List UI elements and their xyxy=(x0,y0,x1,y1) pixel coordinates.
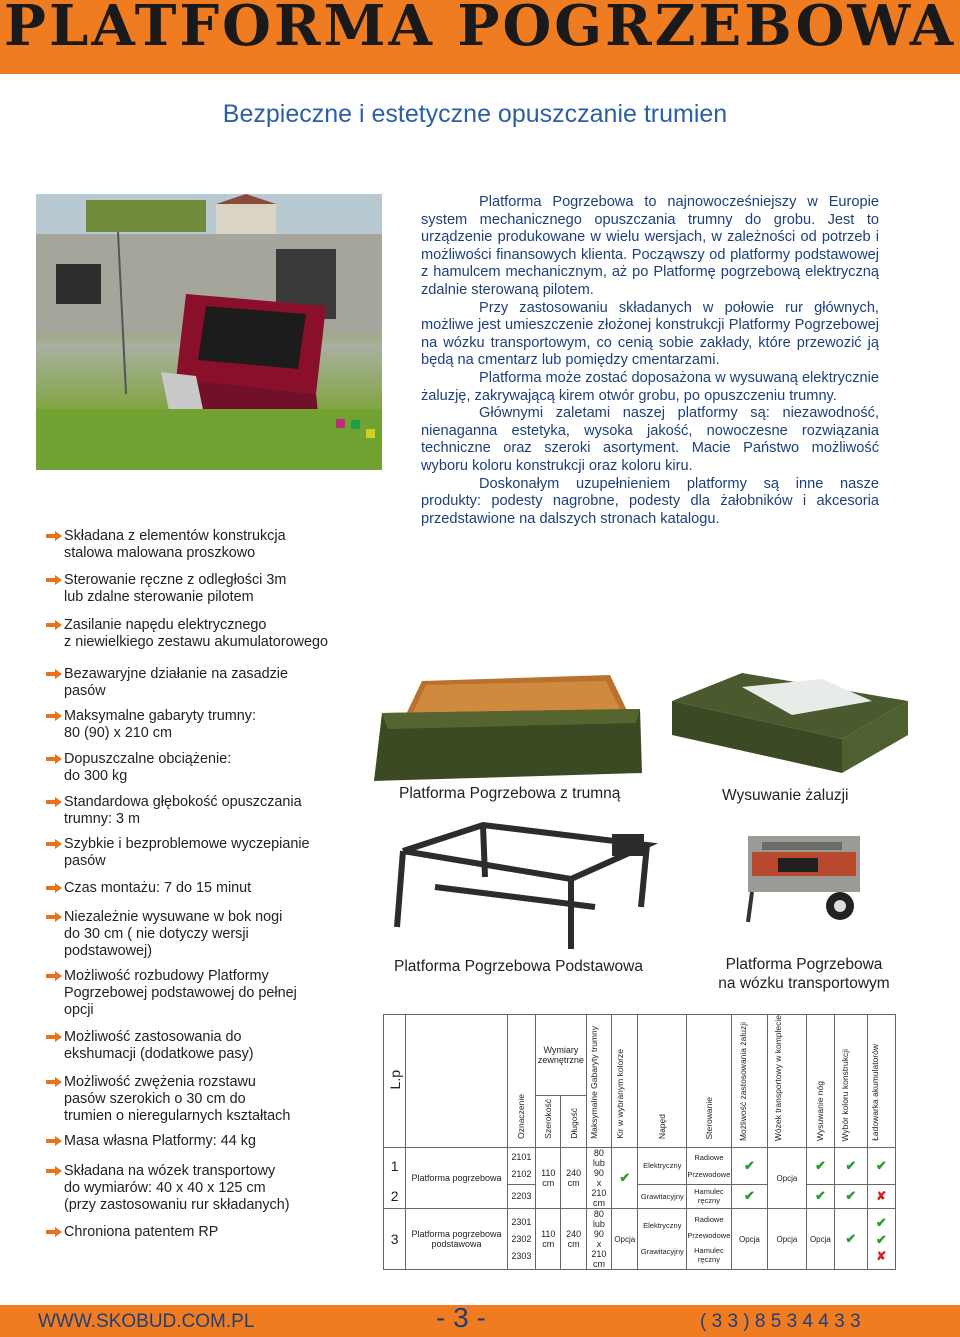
feature-item xyxy=(48,617,358,651)
row3-legs: Opcja xyxy=(806,1209,834,1270)
col-legs xyxy=(806,1015,834,1148)
arrow-right-icon xyxy=(46,1032,62,1042)
header-designation: Oznaczenie xyxy=(516,1094,527,1140)
footer-page-number: - 3 - xyxy=(436,1302,486,1333)
arrow-right-icon xyxy=(46,883,62,893)
row2-control: Hamulec ręczny xyxy=(687,1184,732,1208)
arrow-right-icon xyxy=(46,971,62,981)
header-length: Długość xyxy=(568,1108,579,1140)
feature-text: Czas montażu: 7 do 15 minut xyxy=(64,880,252,896)
row2-blind xyxy=(731,1184,768,1208)
cross-icon: ✘ xyxy=(876,1189,887,1204)
feature-item xyxy=(48,1163,358,1214)
arrow-right-icon xyxy=(46,839,62,849)
arrow-right-icon xyxy=(46,797,62,807)
col-trolley xyxy=(768,1015,807,1148)
row1-legs xyxy=(806,1148,834,1185)
check-icon: ✔ xyxy=(875,1214,887,1230)
feature-item xyxy=(48,666,358,700)
description-paragraph: Platforma może zostać doposażona w wysuwaną elektrycznie żaluzję, zakrywającą kirem otwór grobu, po opuszczeniu trumny. xyxy=(421,369,879,404)
feature-item xyxy=(48,1224,358,1241)
arrow-right-icon xyxy=(46,711,62,721)
footer-website: WWW.SKOBUD.COM.PL xyxy=(38,1311,255,1332)
row1-control xyxy=(687,1148,732,1185)
feature-text: Sterowanie ręczne z odległości 3m lub zdalne sterowanie pilotem xyxy=(64,572,287,605)
col-control xyxy=(687,1015,732,1148)
row2-lp: 2 xyxy=(384,1184,406,1208)
caption-platform-on-trolley: Platforma Pogrzebowa na wózku transportowym xyxy=(718,956,890,992)
header-drive: Napęd xyxy=(657,1114,668,1140)
row3-color xyxy=(835,1209,867,1270)
row3-codes xyxy=(507,1209,535,1270)
row3-control xyxy=(687,1209,732,1270)
feature-text: Składana z elementów konstrukcja stalowa malowana proszkowo xyxy=(64,528,286,561)
check-icon: ✔ xyxy=(875,1231,887,1247)
row1-blind xyxy=(731,1148,768,1185)
feature-text: Możliwość zastosowania do ekshumacji (dodatkowe pasy) xyxy=(64,1029,254,1062)
feature-item xyxy=(48,528,358,562)
row3-length: 240 cm xyxy=(561,1209,586,1270)
footer-phone: ( 3 3 ) 8 5 3 4 4 3 3 xyxy=(700,1311,861,1332)
col-lp xyxy=(384,1015,406,1148)
feature-item xyxy=(48,751,358,785)
feature-item xyxy=(48,909,358,960)
row2-color xyxy=(835,1184,867,1208)
arrow-right-icon xyxy=(46,912,62,922)
row1-color xyxy=(835,1148,867,1185)
header-width: Szerokość xyxy=(543,1099,554,1140)
row1-drive: Elektryczny xyxy=(638,1148,687,1185)
col-color xyxy=(835,1015,867,1148)
check-icon: ✔ xyxy=(743,1157,755,1173)
row1-max-coffin: 80 lub 90 x 210 cm xyxy=(586,1148,611,1209)
feature-text: Możliwość rozbudowy Platformy Pogrzebowej podstawowej do pełnej opcji xyxy=(64,968,297,1018)
header-blind: Możliwość zastosowania żaluzji xyxy=(738,1022,749,1142)
page-subtitle: Bezpieczne i estetyczne opuszczanie trumien xyxy=(222,100,728,128)
col-blind xyxy=(731,1015,768,1148)
row3-max-coffin: 80 lub 90 x 210 cm xyxy=(586,1209,611,1270)
feature-item xyxy=(48,1133,358,1150)
row3-width: 110 cm xyxy=(536,1209,561,1270)
check-icon: ✔ xyxy=(814,1188,826,1204)
feature-text: Zasilanie napędu elektrycznego z niewielkiego zestawu akumulatorowego xyxy=(64,617,328,650)
row1-codes xyxy=(507,1148,535,1185)
header-max-coffin: Maksymalne Gabaryty trumny xyxy=(588,1026,599,1140)
col-pall xyxy=(612,1015,638,1148)
feature-text: Niezależnie wysuwane w bok nogi do 30 cm ( nie dotyczy wersji podstawowej) xyxy=(64,909,283,959)
row3-drive-gravity: Grawitacyjny xyxy=(640,1247,684,1257)
feature-text: Chroniona patentem RP xyxy=(64,1224,219,1240)
row1-trolley: Opcja xyxy=(768,1148,807,1209)
row2-code: 2203 xyxy=(507,1184,535,1208)
caption-platform-with-coffin: Platforma Pogrzebowa z trumną xyxy=(399,785,621,802)
cemetery-platform-photo xyxy=(36,194,382,470)
row1-charger xyxy=(867,1148,895,1185)
feature-item xyxy=(48,836,358,870)
caption-basic-platform: Platforma Pogrzebowa Podstawowa xyxy=(394,958,643,975)
row3-charger xyxy=(867,1209,895,1270)
blind-extension-photo xyxy=(672,673,908,773)
description-paragraph: Przy zastosowaniu składanych w połowie rur głównych, możliwe jest umieszczenie złożonej konstrukcji Platformy Pogrzebowej na wózku transportowym, co cenią sobie zakłady, które przewozić ją będą na cmentarz lub pomiędzy cmentarzami. xyxy=(421,299,879,369)
description-paragraph: Doskonałym uzupełnieniem platformy są inne nasze produkty: podesty nagrobne, podesty dla żałobników i akcesoria przedstawione na dalszych stronach katalogu. xyxy=(421,475,879,527)
feature-text: Szybkie i bezproblemowe wyczepianie pasów xyxy=(64,836,310,869)
feature-text: Składana na wózek transportowy do wymiarów: 40 x 40 x 125 cm (przy zastosowaniu rur składanych) xyxy=(64,1163,290,1213)
specification-table xyxy=(383,1014,896,1270)
feature-item xyxy=(48,794,358,828)
arrow-right-icon xyxy=(46,669,62,679)
header-trolley: Wózek transportowy w komplecie xyxy=(772,1015,783,1142)
row3-blind: Opcja xyxy=(731,1209,768,1270)
row3-lp: 3 xyxy=(384,1209,406,1270)
row3-code: 2301 xyxy=(511,1216,532,1227)
row1-pall xyxy=(612,1148,638,1209)
feature-item xyxy=(48,1029,358,1063)
col-charger xyxy=(867,1015,895,1148)
check-icon: ✔ xyxy=(845,1231,857,1247)
row3-control-radio: Radiowe xyxy=(694,1214,724,1224)
header-lp: L.p xyxy=(386,1070,403,1090)
row2-drive: Grawitacyjny xyxy=(638,1184,687,1208)
row1-control-wired: Przewodowe xyxy=(687,1169,731,1179)
feature-item xyxy=(48,880,358,897)
check-icon: ✔ xyxy=(743,1188,755,1204)
check-icon: ✔ xyxy=(875,1157,887,1173)
caption-blind-extension: Wysuwanie żaluzji xyxy=(722,787,849,804)
row3-control-wired: Przewodowe xyxy=(687,1230,731,1240)
arrow-right-icon xyxy=(46,1136,62,1146)
arrow-right-icon xyxy=(46,1227,62,1237)
basic-platform-frame-photo xyxy=(375,815,668,950)
description-block xyxy=(421,194,879,528)
arrow-right-icon xyxy=(46,620,62,630)
row1-code: 2101 xyxy=(511,1151,532,1162)
feature-text: Dopuszczalne obciążenie: do 300 kg xyxy=(64,751,232,784)
check-icon: ✔ xyxy=(619,1170,631,1186)
description-paragraph: Głównymi zaletami naszej platformy są: niezawodność, nienaganna estetyka, wysoka jakość, nowoczesne rozwiązania techniczne oraz szeroki asortyment. Macie Państwo możliwość wyboru koloru konstrukcji oraz koloru kiru. xyxy=(421,405,879,474)
cross-icon: ✘ xyxy=(876,1248,887,1263)
row1-product: Platforma pogrzebowa xyxy=(406,1148,507,1209)
header-charger: Ładowarka akumulatorów xyxy=(870,1044,881,1142)
check-icon: ✔ xyxy=(845,1157,857,1173)
row3-product: Platforma pogrzebowa podstawowa xyxy=(406,1209,507,1270)
check-icon: ✔ xyxy=(845,1188,857,1204)
platform-with-coffin-photo xyxy=(370,673,646,785)
page-title: PLATFORMA POGRZEBOWA xyxy=(3,0,957,59)
col-designation xyxy=(507,1015,535,1148)
arrow-right-icon xyxy=(46,1077,62,1087)
col-product xyxy=(406,1015,507,1148)
header-color: Wybór koloru konstrukcji xyxy=(839,1048,850,1142)
row1-lp: 1 xyxy=(384,1148,406,1185)
row1-code: 2102 xyxy=(511,1168,532,1179)
row2-charger xyxy=(867,1184,895,1208)
row3-pall: Opcja xyxy=(612,1209,638,1270)
col-drive xyxy=(638,1015,687,1148)
row1-length: 240 cm xyxy=(561,1148,586,1209)
row3-drive-electric: Elektryczny xyxy=(643,1221,682,1231)
row3-drive xyxy=(638,1209,687,1270)
row2-legs xyxy=(806,1184,834,1208)
transport-trolley-photo xyxy=(738,818,868,933)
col-max-coffin xyxy=(586,1015,611,1148)
col-length xyxy=(561,1095,586,1147)
row1-control-radio: Radiowe xyxy=(694,1152,724,1162)
header-outer-dims: Wymiary zewnętrzne xyxy=(536,1015,587,1096)
header-control: Sterowanie xyxy=(703,1096,714,1140)
arrow-right-icon xyxy=(46,531,62,541)
description-paragraph: Platforma Pogrzebowa to najnowocześniejszy w Europie system mechanicznego opuszczania trumny do grobu. Jest to urządzenie produkowane w wielu wersjach, w zależności od potrzeb i możliwości finansowych klienta. Począwszy od platformy podstawowej z hamulcem mechanicznym, aż po Platformę pogrzebową elektryczną zdalnie sterowaną pilotem. xyxy=(421,194,879,298)
arrow-right-icon xyxy=(46,754,62,764)
feature-text: Standardowa głębokość opuszczania trumny: 3 m xyxy=(64,794,302,827)
row3-control-brake: Hamulec ręczny xyxy=(694,1245,724,1264)
row1-width: 110 cm xyxy=(536,1148,561,1209)
header-legs: Wysuwanie nóg xyxy=(815,1081,826,1142)
header-pall: Kir w wybranym kolorze xyxy=(614,1049,625,1140)
feature-item xyxy=(48,968,358,1019)
feature-text: Możliwość zwężenia rozstawu pasów szerokich o 30 cm do trumien o nieregularnych kształtach xyxy=(64,1074,291,1124)
arrow-right-icon xyxy=(46,1166,62,1176)
feature-item xyxy=(48,1074,358,1125)
row3-code: 2302 xyxy=(511,1233,532,1244)
feature-text: Maksymalne gabaryty trumny: 80 (90) x 210 cm xyxy=(64,708,256,741)
col-width xyxy=(536,1095,561,1147)
feature-item xyxy=(48,708,358,742)
feature-text: Bezawaryjne działanie na zasadzie pasów xyxy=(64,666,288,699)
feature-text: Masa własna Platformy: 44 kg xyxy=(64,1133,256,1149)
row3-code: 2303 xyxy=(511,1250,532,1261)
feature-item xyxy=(48,572,358,606)
arrow-right-icon xyxy=(46,575,62,585)
check-icon: ✔ xyxy=(814,1157,826,1173)
row3-trolley: Opcja xyxy=(768,1209,807,1270)
